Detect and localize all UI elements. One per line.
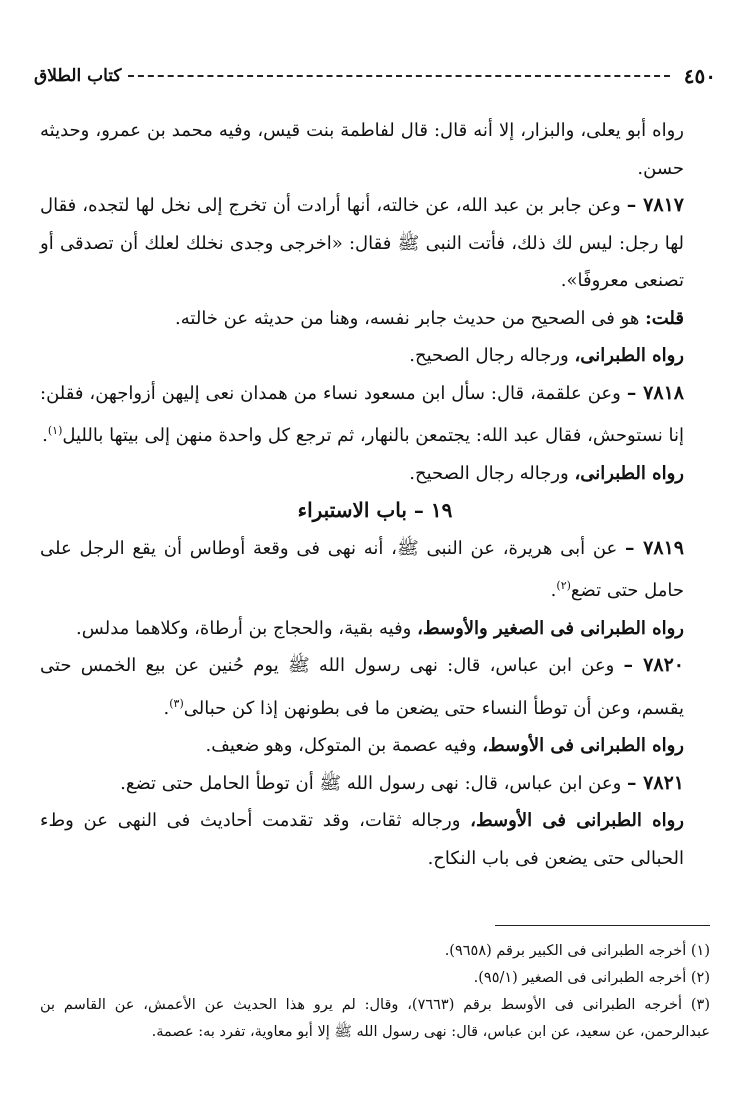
hadith-text: عن أبى هريرة، عن النبى ﷺ، أنه نهى فى وقعة أوطاس أن يقع الرجل على حامل حتى تضع [40, 537, 684, 601]
source-text: وفيه بقية، والحجاج بن أرطاة، وكلاهما مدلس. [76, 617, 412, 639]
hadith-7817 [40, 187, 710, 300]
source-text: وفيه عصمة بن المتوكل، وهو ضعيف. [205, 735, 477, 756]
source-note [40, 727, 710, 765]
hadith-text: وعن علقمة، قال: سأل ابن مسعود نساء من همدان نعى إليهن أزواجهن، فقلن: إنا نستوحش، فقال عبد الله: يجتمعن بالنهار، ثم ترجع كل واحدة منهن إلى بيتها بالليل [40, 382, 684, 446]
source-label: رواه الطبرانى، [574, 462, 684, 484]
footnote-1: (١) أخرجه الطبرانى فى الكبير برقم (٩٦٥٨). [444, 943, 710, 959]
hadith-text: وعن جابر بن عبد الله، عن خالته، أنها أرادت أن تخرج إلى نخل لها لتجده، فقال لها رجل: ليس لك ذلك، فأتت النبى ﷺ فقال: «اخرجى وجدى نخلك لعلك أن تصدقى أو تصنعى معروفًا». [40, 195, 684, 291]
hadith-number: ٧٨١٧ – [626, 194, 684, 216]
source-paragraph: رواه أبو يعلى، والبزار، إلا أنه قال: قال لفاطمة بنت قيس، وفيه محمد بن عمرو، وحديثه حسن. [40, 120, 684, 179]
source-note [40, 455, 710, 493]
hadith-7819 [40, 530, 710, 610]
hadith-7818 [40, 375, 710, 455]
hadith-text: وعن ابن عباس، قال: نهى رسول الله ﷺ يوم حُنين عن بيع الخمس حتى يقسم، وعن أن توطأ النساء حتى يضعن ما فى بطونهن إذا كن حبالى [40, 655, 684, 719]
source-note [40, 337, 710, 375]
page-number: ٤٥٠ [683, 64, 716, 88]
source-text: ورجاله رجال الصحيح. [409, 462, 569, 484]
hadith-number: ٧٨١٨ – [626, 381, 684, 404]
footnote-ref: (٣) [169, 696, 184, 710]
source-label: رواه الطبرانى فى الصغير والأوسط، [417, 617, 684, 639]
footnote-ref: (٢) [556, 579, 571, 592]
hadith-end: . [42, 425, 48, 446]
footnote-ref: (١) [47, 424, 63, 437]
hadith-end: . [163, 697, 170, 719]
source-label: رواه الطبرانى فى الأوسط، [470, 810, 684, 831]
chapter-heading: ١٩ – باب الاستبراء [297, 498, 453, 522]
source-note [40, 610, 710, 648]
hadith-end: . [550, 580, 557, 601]
qult-text: هو فى الصحيح من حديث جابر نفسه، وهنا من حديثه عن خالته. [175, 307, 640, 329]
source-label: رواه الطبرانى، [574, 345, 684, 366]
footnote-2: (٢) أخرجه الطبرانى فى الصغير (٩٥/١). [473, 970, 710, 986]
source-text: ورجاله ثقات، وقد تقدمت أحاديث فى النهى عن وطء الحبالى حتى يضعن فى باب النكاح. [40, 810, 684, 869]
source-text: ورجاله رجال الصحيح. [409, 345, 569, 366]
footnote-divider [495, 925, 710, 926]
hadith-7820 [40, 647, 710, 727]
qult-note [40, 300, 710, 338]
footnotes [40, 938, 710, 1046]
hadith-number: ٧٨٢٠ – [623, 654, 684, 676]
qult-label: قلت: [645, 307, 684, 329]
running-header [34, 62, 716, 90]
hadith-7821 [40, 765, 710, 803]
hadith-number: ٧٨٢١ – [627, 771, 684, 794]
hadith-text: وعن ابن عباس، قال: نهى رسول الله ﷺ أن توطأ الحامل حتى تضع. [120, 772, 622, 794]
hadith-number: ٧٨١٩ – [625, 536, 684, 559]
footnote-3: (٣) أخرجه الطبرانى فى الأوسط برقم (٧٦٦٣)، وقال: لم يرو هذا الحديث عن الأعمش، عن القاسم بن عبدالرحمن، عن سعيد، عن ابن عباس، قال: نهى رسول الله ﷺ إلا أبو معاوية، تفرد به: عصمة. [40, 997, 710, 1040]
book-title: كتاب الطلاق [34, 66, 122, 86]
main-text [40, 112, 710, 877]
source-note [40, 802, 710, 877]
header-dashed-rule [128, 75, 670, 77]
source-label: رواه الطبرانى فى الأوسط، [482, 735, 684, 756]
